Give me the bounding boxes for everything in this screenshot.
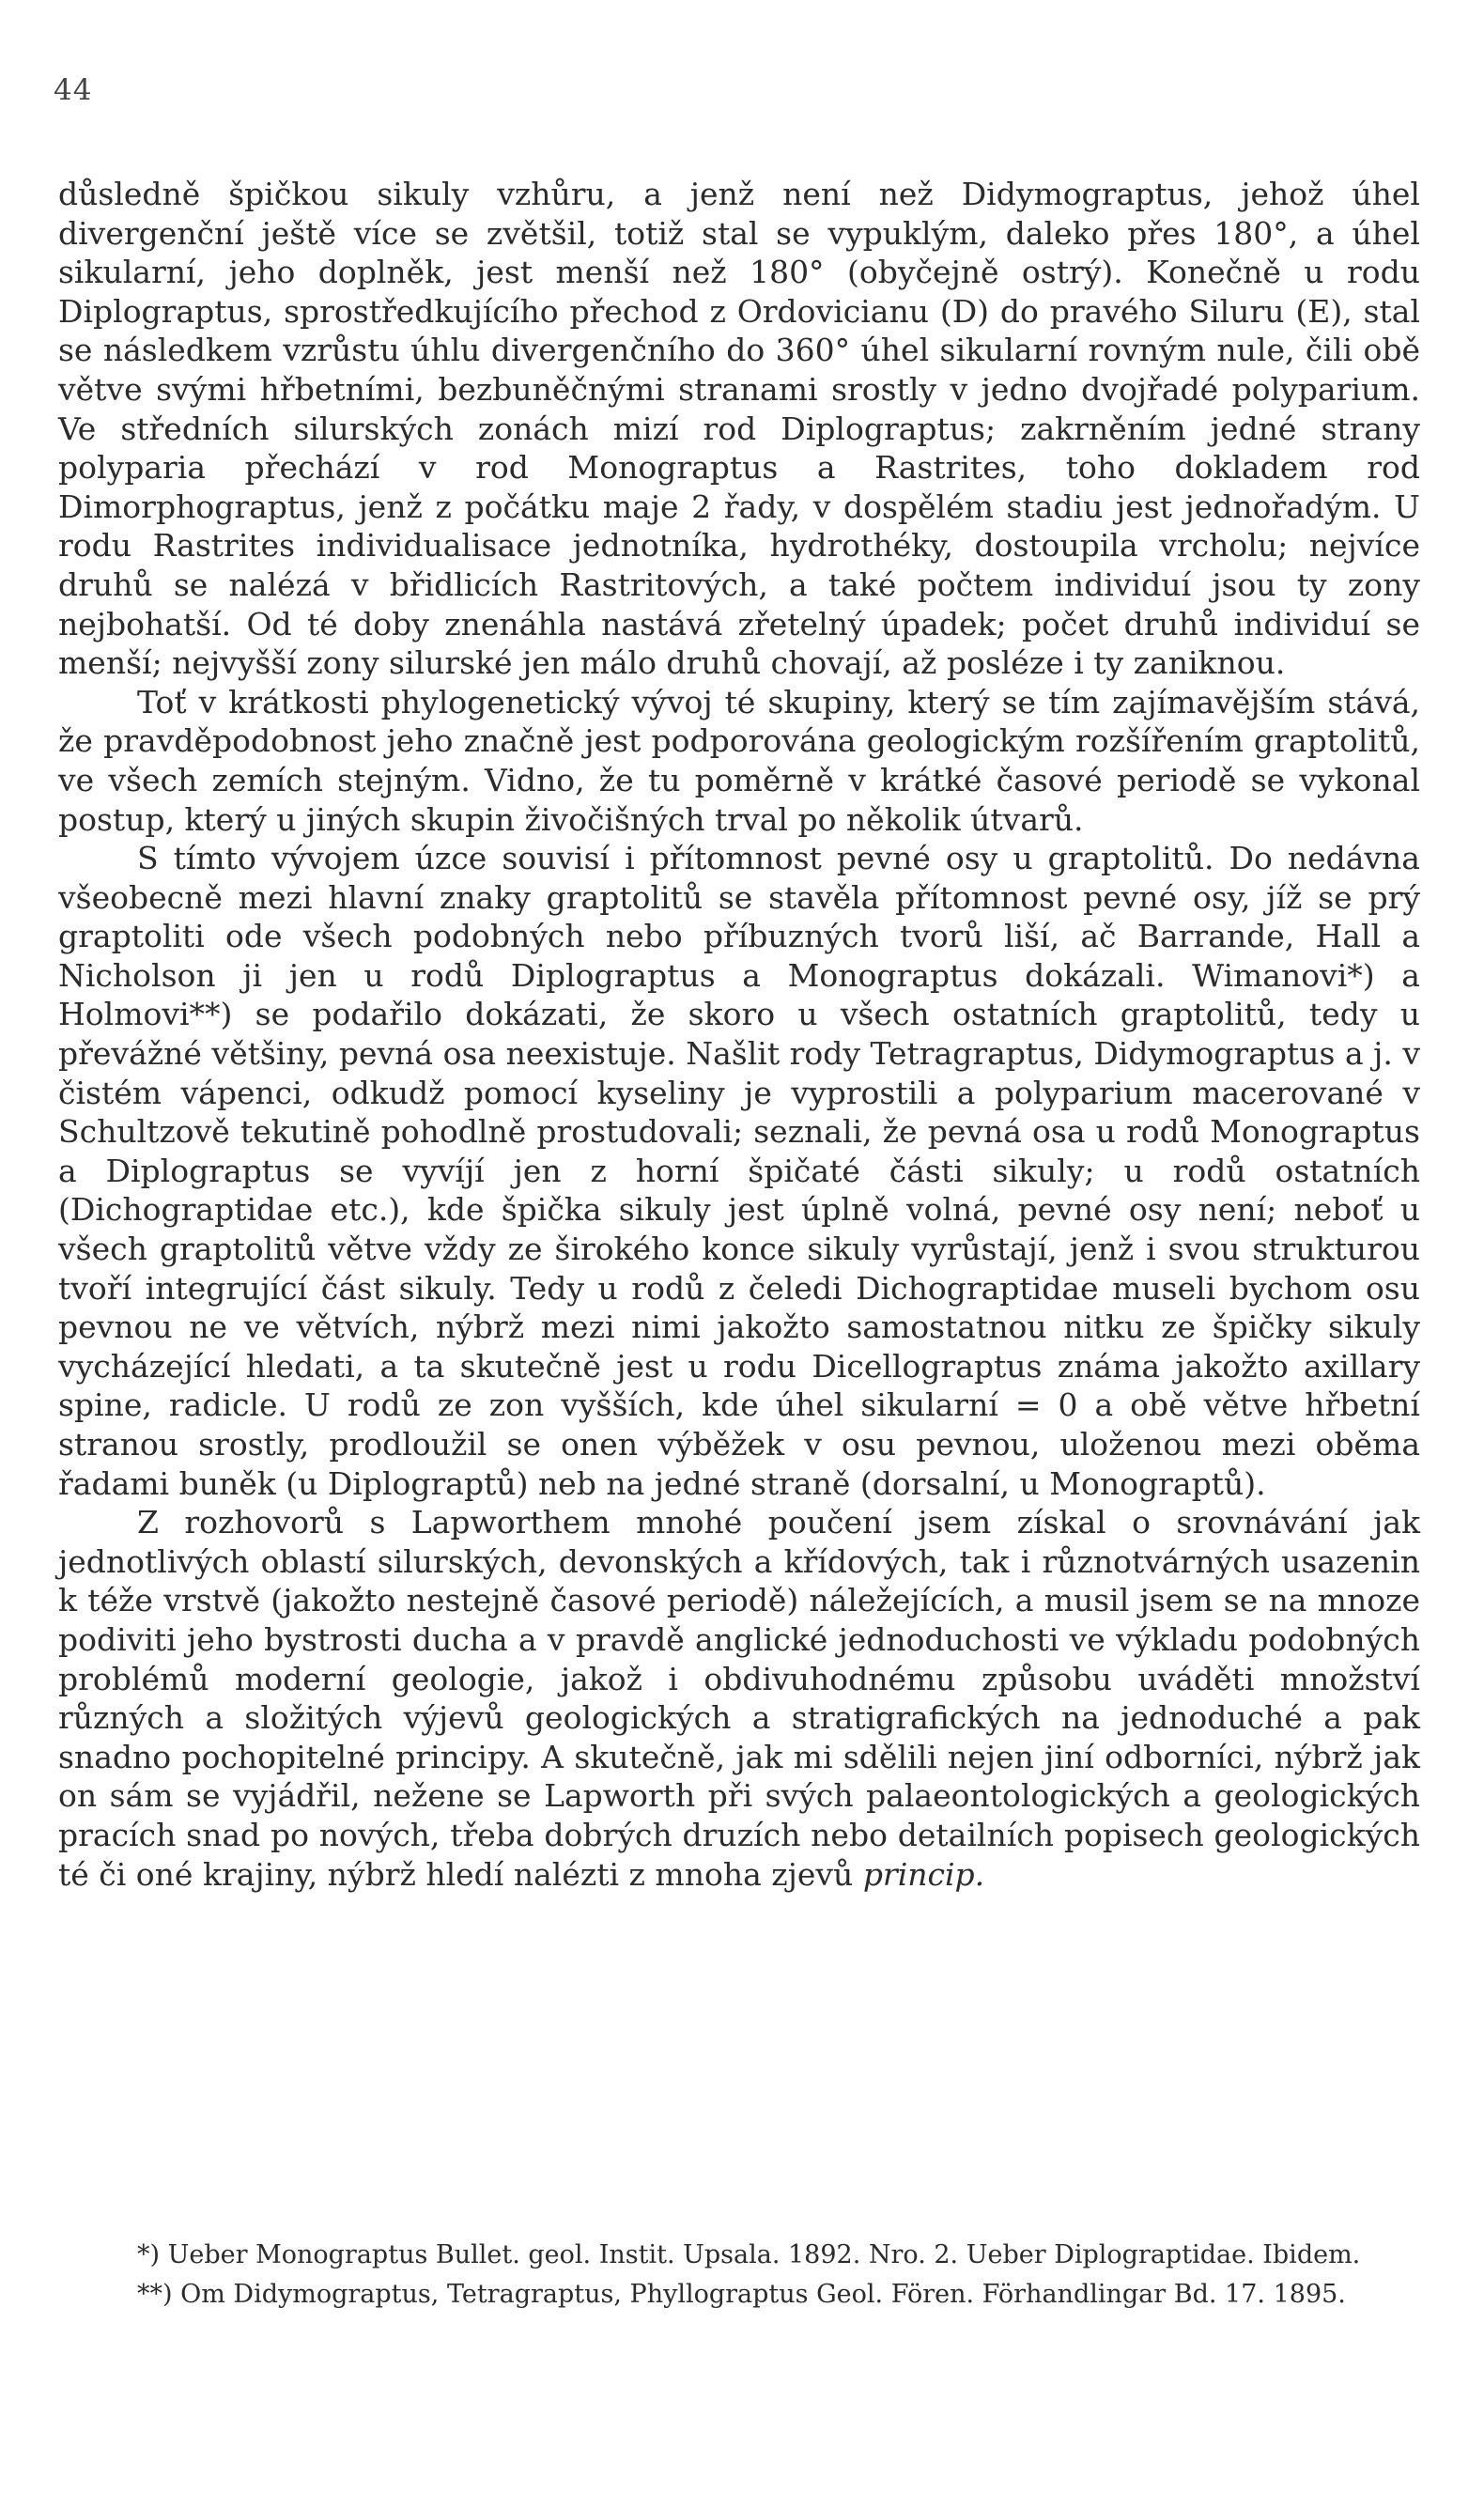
page-number: 44 [54,73,93,107]
paragraph-4 [58,1503,1420,1894]
footnotes [58,2236,1420,2315]
body-text [58,175,1420,1894]
footnote-2: **) Om Didymograptus, Tetragraptus, Phyllograptus Geol. Fören. Förhandlingar Bd. 17. 1895. [137,2280,1346,2309]
paragraph-2: Toť v krátkosti phylogenetický vývoj té skupiny, který se tím zajímavějším stává, že pravděpodobnost jeho značně jest podporována geologickým rozšířením graptolitů, ve všech zemích stejným. Vidno, že tu poměrně v krátké časové periodě se vykonal postup, který u jiných skupin živočišných trval po několik útvarů. [58,683,1420,838]
footnote-1: *) Ueber Monograptus Bullet. geol. Instit. Upsala. 1892. Nro. 2. Ueber Diplograptidae. Ibidem. [137,2240,1361,2269]
paragraph-4-italic-ending: princip. [862,1855,985,1893]
paragraph-1: důsledně špičkou sikuly vzhůru, a jenž není než Didymograptus, jehož úhel divergenční ještě více se zvětšil, totiž stal se vypuklým, daleko přes 180°, a úhel sikularní, jeho doplněk, jest menší než 180° (obyčejně ostrý). Konečně u rodu Diplograptus, sprostředkujícího přechod z Ordovicianu (D) do pravého Siluru (E), stal se následkem vzrůstu úhlu divergenčního do 360° úhel sikularní rovným nule, čili obě větve svými hřbetními, bezbuněčnými stranami srostly v jedno dvojřadé polyparium. Ve středních silurských zonách mizí rod Diplograptus; zakrněním jedné strany polyparia přechází v rod Monograptus a Rastrites, toho dokladem rod Dimorphograptus, jenž z počátku maje 2 řady, v dospělém stadiu jest jednořadým. U rodu Rastrites individualisace jednotníka, hydrothéky, dostoupila vrcholu; nejvíce druhů se nalézá v břidlicích Rastritových, a také počtem individuí jsou ty zony nejbohatší. Od té doby znenáhla nastává zřetelný úpadek; počet druhů individuí se menší; nejvyšší zony silurské jen málo druhů chovají, až posléze i ty zaniknou. [58,176,1420,682]
paragraph-4-text: Z rozhovorů s Lapworthem mnohé poučení jsem získal o srovnávání jak jednotlivých oblastí silurských, devonských a křídových, tak i různotvárných usazenin k téže vrstvě (jakožto nestejně časové periodě) náležejících, a musil jsem se na mnoze podiviti jeho bystrosti ducha a v pravdě anglické jednoduchosti ve výkladu podobných problémů moderní geologie, jakož i obdivuhodnému způsobu uváděti množství různých a složitých výjevů geologických a stratigrafických na jednoduché a pak snadno pochopitelné principy. A skutečně, jak mi sdělili nejen jiní odborníci, nýbrž jak on sám se vyjádřil, nežene se Lapworth při svých palaeontologických a geologických pracích snad po nových, třeba dobrých druzích nebo detailních popisech geologických té či oné krajiny, nýbrž hledí nalézti z mnoha zjevů [58,1504,1420,1893]
paragraph-3: S tímto vývojem úzce souvisí i přítomnost pevné osy u graptolitů. Do nedávna všeobecně mezi hlavní znaky graptolitů se stavěla přítomnost pevné osy, jíž se prý graptoliti ode všech podobných nebo příbuzných tvorů liší, ač Barrande, Hall a Nicholson ji jen u rodů Diplograptus a Monograptus dokázali. Wimanovi*) a Holmovi**) se podařilo dokázati, že skoro u všech ostatních graptolitů, tedy u převážné většiny, pevná osa neexistuje. Našlit rody Tetragraptus, Didymograptus a j. v čistém vápenci, odkudž pomocí kyseliny je vyprostili a polyparium macerované v Schultzově tekutině pohodlně prostudovali; seznali, že pevná osa u rodů Monograptus a Diplograptus se vyvíjí jen z horní špičaté části sikuly; u rodů ostatních (Dichograptidae etc.), kde špička sikuly jest úplně volná, pevné osy není; neboť u všech graptolitů větve vždy ze širokého konce sikuly vyrůstají, jenž i svou strukturou tvoří integrující část sikuly. Tedy u rodů z čeledi Dichograptidae museli bychom osu pevnou ne ve větvích, nýbrž mezi nimi jakožto samostatnou nitku ze špičky sikuly vycházející hledati, a ta skutečně jest u rodu Dicellograptus známa jakožto axillary spine, radicle. U rodů ze zon vyšších, kde úhel sikularní = 0 a obě větve hřbetní stranou srostly, prodloužil se onen výběžek v osu pevnou, uloženou mezi oběma řadami buněk (u Diplograptů) neb na jedné straně (dorsalní, u Monograptů). [58,840,1420,1502]
